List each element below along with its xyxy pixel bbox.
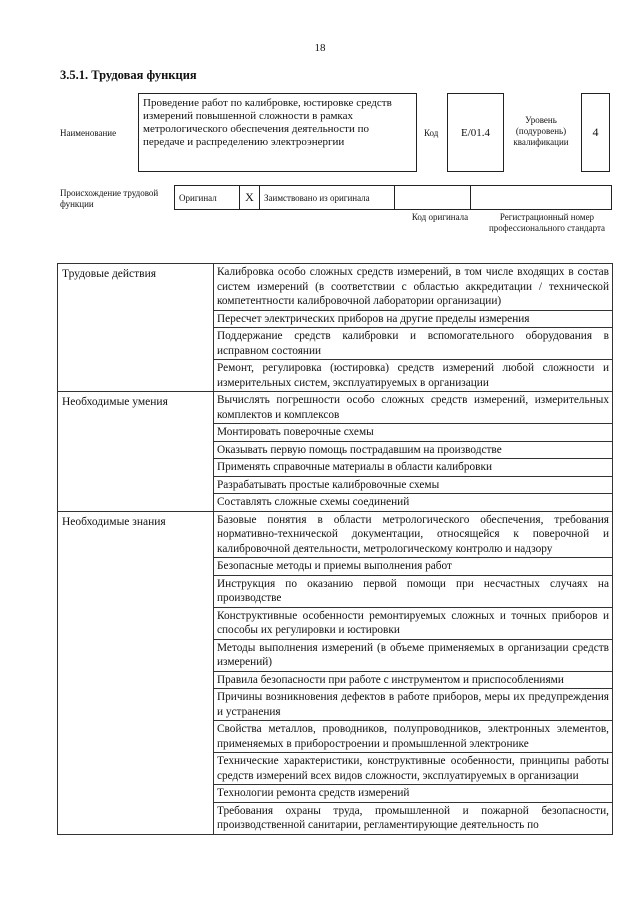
list-item: Требования охраны труда, промышленной и пожарной безопасности, производственной санитарии, регламентирующие деятельность по — [214, 802, 613, 834]
section-heading: Необходимые знания — [58, 511, 214, 834]
level-value: 4 — [581, 93, 610, 172]
table-row — [58, 392, 613, 424]
borrowed-label: Заимствовано из оригинала — [260, 186, 395, 209]
name-label: Наименование — [60, 128, 117, 138]
list-item: Свойства металлов, проводников, полупроводников, электронных элементов, применяемых в приборостроении и промышленной электронике — [214, 721, 613, 753]
table-row — [58, 264, 613, 311]
list-item: Монтировать поверочные схемы — [214, 424, 613, 442]
name-value: Проведение работ по калибровке, юстировке средств измерений повышенной сложности в рамках метрологического обеспечения деятельности по передаче и распределению электроэнергии — [138, 93, 417, 172]
list-item: Конструктивные особенности ремонтируемых сложных и точных приборов и способы их регулировки и юстировки — [214, 607, 613, 639]
list-item: Технические характеристики, конструктивные особенности, принципы работы средств измерений всех видов сложности, эксплуатируемых в организации — [214, 753, 613, 785]
original-label: Оригинал — [175, 186, 240, 209]
list-item: Причины возникновения дефектов в работе приборов, меры их предупреждения и устранения — [214, 689, 613, 721]
list-item: Применять справочные материалы в области калибровки — [214, 459, 613, 477]
list-item: Безопасные методы и приемы выполнения работ — [214, 558, 613, 576]
reg-number-cell — [471, 186, 611, 209]
list-item: Инструкция по оказанию первой помощи при несчастных случаях на производстве — [214, 575, 613, 607]
section-heading: Трудовые действия — [58, 264, 214, 392]
reg-number-caption: Регистрационный номер профессионального стандарта — [488, 212, 606, 233]
list-item: Технологии ремонта средств измерений — [214, 785, 613, 803]
code-original-cell — [395, 186, 471, 209]
competency-table — [57, 263, 613, 835]
list-item: Разрабатывать простые калибровочные схемы — [214, 476, 613, 494]
list-item: Вычислять погрешности особо сложных средств измерений, измерительных комплектов и комплексов — [214, 392, 613, 424]
list-item: Правила безопасности при работе с инструментом и приспособлениями — [214, 671, 613, 689]
list-item: Базовые понятия в области метрологического обеспечения, требования нормативно-технической документации, относящейся к поверочной и калибровочной деятельности, метрологическому контролю и надзору — [214, 511, 613, 558]
list-item: Составлять сложные схемы соединений — [214, 494, 613, 512]
code-value: E/01.4 — [447, 93, 504, 172]
level-label: Уровень (подуровень) квалификации — [513, 115, 569, 147]
list-item: Поддержание средств калибровки и вспомогательного оборудования в исправном состоянии — [214, 328, 613, 360]
table-row — [58, 511, 613, 558]
list-item: Методы выполнения измерений (в объеме применяемых в организации средств измерений) — [214, 639, 613, 671]
code-label: Код — [424, 128, 439, 138]
origin-row — [174, 185, 612, 210]
page-number: 18 — [314, 42, 326, 54]
list-item: Пересчет электрических приборов на другие пределы измерения — [214, 310, 613, 328]
section-heading: Необходимые умения — [58, 392, 214, 512]
origin-label: Происхождение трудовой функции — [60, 188, 159, 209]
list-item: Ремонт, регулировка (юстировка) средств измерений любой сложности и измерительных систем, эксплуатируемых в организации — [214, 360, 613, 392]
code-original-caption: Код оригинала — [411, 212, 469, 222]
original-mark: X — [240, 186, 260, 209]
list-item: Оказывать первую помощь пострадавшим на производстве — [214, 441, 613, 459]
list-item: Калибровка особо сложных средств измерений, в том числе входящих в состав систем измерений (в соответствии с областью аккредитации / технической компетентности калибровочной лаборатории организации) — [214, 264, 613, 311]
section-title: 3.5.1. Трудовая функция — [60, 68, 197, 82]
